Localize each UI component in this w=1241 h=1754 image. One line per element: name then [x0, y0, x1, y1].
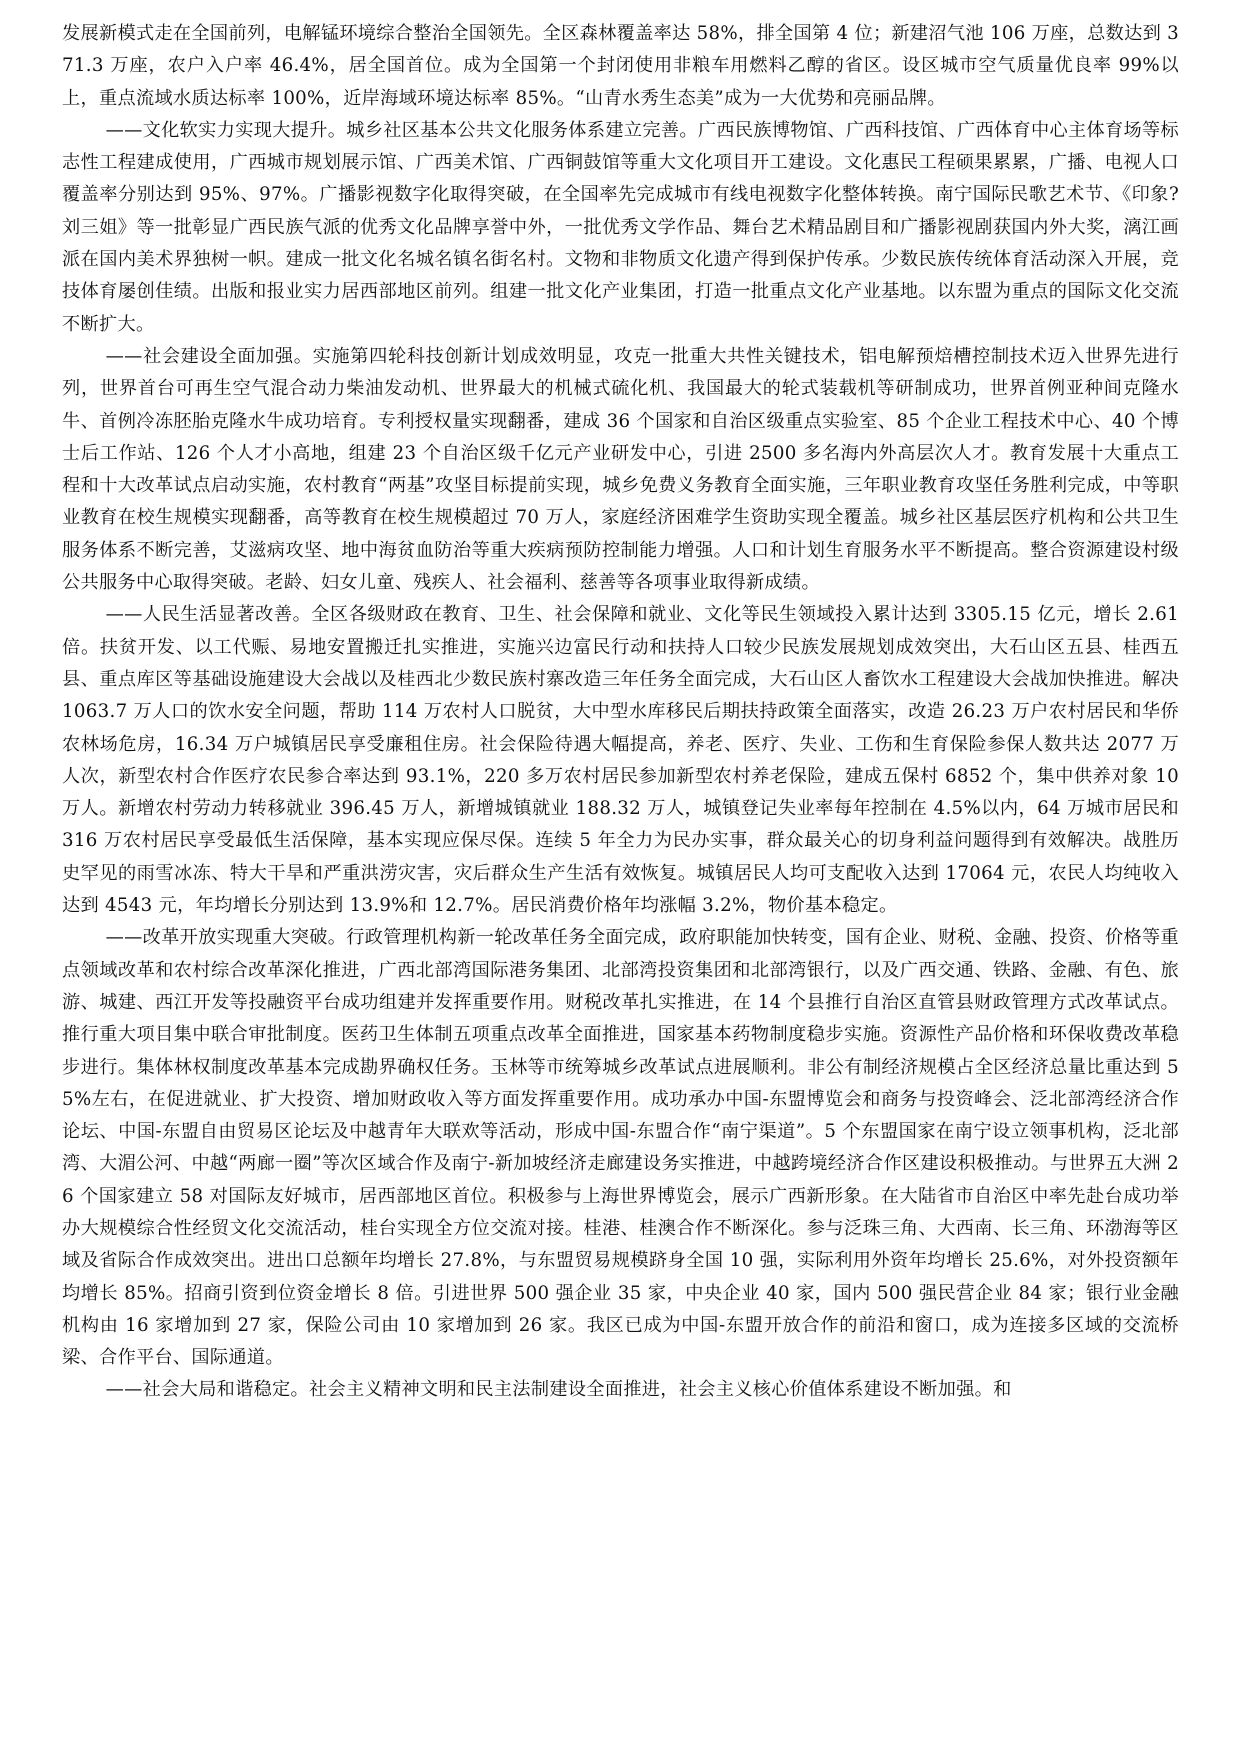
paragraph-ecology: 发展新模式走在全国前列，电解锰环境综合整治全国领先。全区森林覆盖率达 58%，排全国第 4 位；新建沼气池 106 万座，总数达到 371.3 万座，农户入户率 46.4%，居全国首位。成为全国第一个封闭使用非粮车用燃料乙醇的省区。设区城市空气质量优良率 99%以上，重点流域水质达标率 100%，近岸海域环境达标率 85%。“山青水秀生态美”成为一大优势和亮丽品牌。	[62, 23, 1180, 109]
paragraph-social-stability: ——社会大局和谐稳定。社会主义精神文明和民主法制建设全面推进，社会主义核心价值体系建设不断加强。和	[105, 1379, 1012, 1401]
paragraph-social-development: ——社会建设全面加强。实施第四轮科技创新计划成效明显，攻克一批重大共性关键技术，铝电解预焙槽控制技术迈入世界先进行列，世界首台可再生空气混合动力柴油发动机、世界最大的机械式硫化机、我国最大的轮式装载机等研制成功，世界首例亚种间克隆水牛、首例冷冻胚胎克隆水牛成功培育。专利授权量实现翻番，建成 36 个国家和自治区级重点实验室、85 个企业工程技术中心、40 个博士后工作站、126 个人才小高地，组建 23 个自治区级千亿元产业研发中心，引进 2500 多名海内外高层次人才。教育发展十大重点工程和十大改革试点启动实施，农村教育“两基”攻坚目标提前实现，城乡免费义务教育全面实施，三年职业教育攻坚任务胜利完成，中等职业教育在校生规模实现翻番，高等教育在校生规模超过 70 万人，家庭经济困难学生资助实现全覆盖。城乡社区基层医疗机构和公共卫生服务体系不断完善，艾滋病攻坚、地中海贫血防治等重大疾病预防控制能力增强。人口和计划生育服务水平不断提高。整合资源建设村级公共服务中心取得突破。老龄、妇女儿童、残疾人、社会福利、慈善等各项事业取得新成绩。	[62, 345, 1179, 594]
paragraph-livelihood: ——人民生活显著改善。全区各级财政在教育、卫生、社会保障和就业、文化等民生领域投入累计达到 3305.15 亿元，增长 2.61 倍。扶贫开发、以工代赈、易地安置搬迁扎实推进，实施兴边富民行动和扶持人口较少民族发展规划成效突出，大石山区五县、桂西五县、重点库区等基础设施建设大会战以及桂西北少数民族村寨改造三年任务全面完成，大石山区人畜饮水工程建设大会战加快推进。解决 1063.7 万人口的饮水安全问题，帮助 114 万农村人口脱贫，大中型水库移民后期扶持政策全面落实，改造 26.23 万户农村居民和华侨农林场危房，16.34 万户城镇居民享受廉租住房。社会保险待遇大幅提高，养老、医疗、失业、工伤和生育保险参保人数共达 2077 万人次，新型农村合作医疗农民参合率达到 93.1%，220 多万农村居民参加新型农村养老保险，建成五保村 6852 个，集中供养对象 10 万人。新增农村劳动力转移就业 396.45 万人，新增城镇就业 188.32 万人，城镇登记失业率每年控制在 4.5%以内，64 万城市居民和 316 万农村居民享受最低生活保障，基本实现应保尽保。连续 5 年全力为民办实事，群众最关心的切身利益问题得到有效解决。战胜历史罕见的雨雪冰冻、特大干旱和严重洪涝灾害，灾后群众生产生活有效恢复。城镇居民人均可支配收入达到 17064 元，农民人均纯收入达到 4543 元，年均增长分别达到 13.9%和 12.7%。居民消费价格年均涨幅 3.2%，物价基本稳定。	[62, 604, 1179, 917]
paragraph-reform-opening: ——改革开放实现重大突破。行政管理机构新一轮改革任务全面完成，政府职能加快转变，国有企业、财税、金融、投资、价格等重点领域改革和农村综合改革深化推进，广西北部湾国际港务集团、北部湾投资集团和北部湾银行，以及广西交通、铁路、金融、有色、旅游、城建、西江开发等投融资平台成功组建并发挥重要作用。财税改革扎实推进，在 14 个县推行自治区直管县财政管理方式改革试点。推行重大项目集中联合审批制度。医药卫生体制五项重点改革全面推进，国家基本药物制度稳步实施。资源性产品价格和环保收费改革稳步进行。集体林权制度改革基本完成勘界确权任务。玉林等市统筹城乡改革试点进展顺利。非公有制经济规模占全区经济总量比重达到 55%左右，在促进就业、扩大投资、增加财政收入等方面发挥重要作用。成功承办中国-东盟博览会和商务与投资峰会、泛北部湾经济合作论坛、中国-东盟自由贸易区论坛及中越青年大联欢等活动，形成中国-东盟合作“南宁渠道”。5 个东盟国家在南宁设立领事机构，泛北部湾、大湄公河、中越“两廊一圈”等次区域合作及南宁-新加坡经济走廊建设务实推进，中越跨境经济合作区建设积极推动。与世界五大洲 26 个国家建立 58 对国际友好城市，居西部地区首位。积极参与上海世界博览会，展示广西新形象。在大陆省市自治区中率先赴台成功举办大规模综合性经贸文化交流活动，桂台实现全方位交流对接。桂港、桂澳合作不断深化。参与泛珠三角、大西南、长三角、环渤海等区域及省际合作成效突出。进出口总额年均增长 27.8%，与东盟贸易规模跻身全国 10 强，实际利用外资年均增长 25.6%，对外投资额年均增长 85%。招商引资到位资金增长 8 倍。引进世界 500 强企业 35 家，中央企业 40 家，国内 500 强民营企业 84 家；银行业金融机构由 16 家增加到 27 家，保险公司由 10 家增加到 26 家。我区已成为中国-东盟开放合作的前沿和窗口，成为连接多区域的交流桥梁、合作平台、国际通道。	[62, 927, 1179, 1369]
paragraph-culture: ——文化软实力实现大提升。城乡社区基本公共文化服务体系建立完善。广西民族博物馆、广西科技馆、广西体育中心主体育场等标志性工程建成使用，广西城市规划展示馆、广西美术馆、广西铜鼓馆等重大文化项目开工建设。文化惠民工程硕果累累，广播、电视人口覆盖率分别达到 95%、97%。广播影视数字化取得突破，在全国率先完成城市有线电视数字化整体转换。南宁国际民歌艺术节、《印象?刘三姐》等一批彰显广西民族气派的优秀文化品牌享誉中外，一批优秀文学作品、舞台艺术精品剧目和广播影视剧获国内外大奖，漓江画派在国内美术界独树一帜。建成一批文化名城名镇名街名村。文物和非物质文化遗产得到保护传承。少数民族传统体育活动深入开展，竞技体育屡创佳绩。出版和报业实力居西部地区前列。组建一批文化产业集团，打造一批重点文化产业基地。以东盟为重点的国际文化交流不断扩大。	[62, 119, 1179, 335]
